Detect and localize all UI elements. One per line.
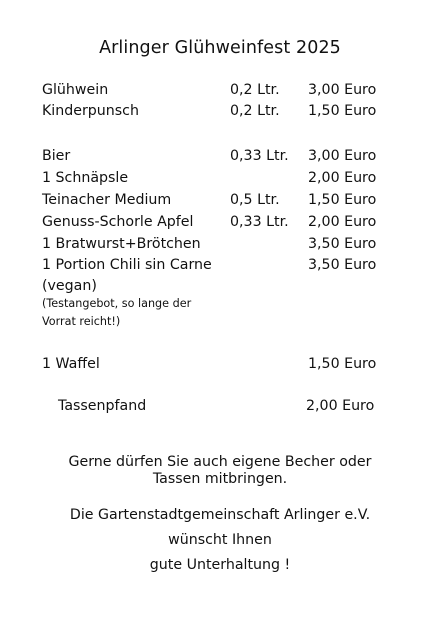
item-quantity: 0,2 Ltr. <box>230 82 280 98</box>
price-row-bier <box>42 146 402 166</box>
chili-vegan-label: (vegan) <box>42 278 97 294</box>
item-name: 1 Schnäpsle <box>42 170 129 186</box>
item-quantity: 0,2 Ltr. <box>230 103 280 119</box>
item-price: 1,50 Euro <box>308 356 377 372</box>
price-row-kinderpunsch <box>42 101 402 121</box>
footer-wishes: wünscht Ihnen <box>168 532 272 548</box>
chili-note-line2: Vorrat reicht!) <box>42 315 121 328</box>
item-name: Glühwein <box>42 82 109 98</box>
item-quantity: 0,33 Ltr. <box>230 148 289 164</box>
item-name: Bier <box>42 148 71 164</box>
item-price: 1,50 Euro <box>308 192 377 208</box>
item-quantity: 0,5 Ltr. <box>230 192 280 208</box>
item-name: 1 Waffel <box>42 356 100 372</box>
item-name: Genuss-Schorle Apfel <box>42 214 194 230</box>
price-row-tassenpfand <box>58 396 402 416</box>
footer-association: Die Gartenstadtgemeinschaft Arlinger e.V. <box>69 507 371 523</box>
footer-enjoy: gute Unterhaltung ! <box>149 557 291 573</box>
item-price: 1,50 Euro <box>308 103 377 119</box>
price-row-bratwurst <box>42 234 402 254</box>
price-row-genuss-schorle <box>42 212 402 232</box>
price-row-teinacher <box>42 190 402 210</box>
chili-note-line1: (Testangebot, so lange der <box>42 297 192 310</box>
price-row-chili <box>42 255 402 275</box>
item-name: 1 Portion Chili sin Carne <box>42 257 212 273</box>
item-price: 3,00 Euro <box>308 148 377 164</box>
item-name: Kinderpunsch <box>42 103 139 119</box>
item-price: 3,50 Euro <box>308 236 377 252</box>
item-price: 2,00 Euro <box>308 214 377 230</box>
item-price: 2,00 Euro <box>306 398 375 414</box>
footer-cups-line1: Gerne dürfen Sie auch eigene Becher oder <box>68 454 372 470</box>
price-row-schnaepsle <box>42 168 402 188</box>
page-title: Arlinger Glühweinfest 2025 <box>99 38 341 58</box>
price-row-waffel <box>42 354 402 374</box>
item-name: Teinacher Medium <box>42 192 172 208</box>
item-price: 2,00 Euro <box>308 170 377 186</box>
footer-cups-line2: Tassen mitbringen. <box>152 471 288 487</box>
price-row-gluehwein <box>42 80 402 100</box>
item-name: Tassenpfand <box>58 398 147 414</box>
item-quantity: 0,33 Ltr. <box>230 214 289 230</box>
item-price: 3,50 Euro <box>308 257 377 273</box>
item-price: 3,00 Euro <box>308 82 377 98</box>
item-name: 1 Bratwurst+Brötchen <box>42 236 201 252</box>
